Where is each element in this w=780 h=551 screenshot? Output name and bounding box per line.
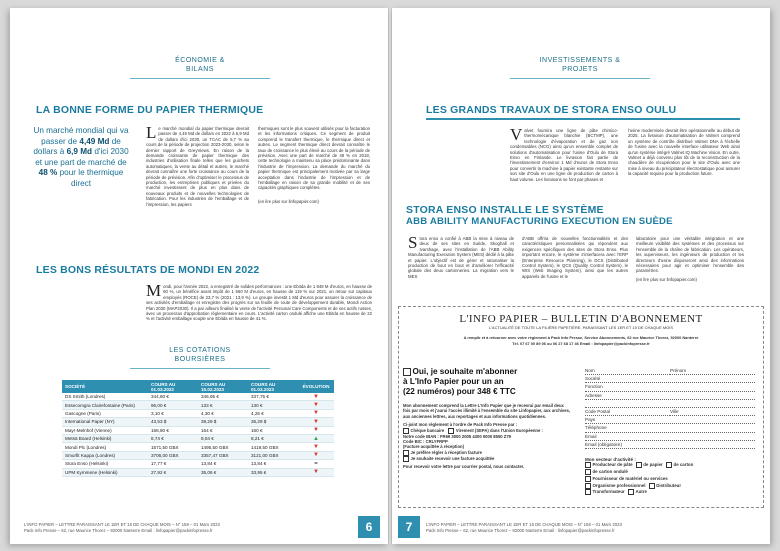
column-header: COURS AU 01.03.2022 [148, 380, 198, 393]
telephone-field[interactable]: Téléphone [585, 424, 755, 432]
stock-table [62, 380, 334, 477]
offer-line: Oui, je souhaite m'abonner [412, 367, 518, 376]
subscribe-checkbox[interactable] [403, 368, 411, 376]
price-cell: 1419,50 GBX [248, 443, 298, 451]
price-cell: 344,60 € [148, 393, 198, 401]
price-cell: 43,53 $ [148, 418, 198, 426]
company-cell: Essecomgra Clairefontaine (Paris) [62, 401, 148, 409]
title-line: ABB ABILITY MANUFACTURING EXECUTION EN SUÈDE [406, 216, 673, 227]
article-column [628, 128, 740, 177]
article-text: laboratoire pour une véritable intégration et une meilleure visibilité des systèmes et des processus sur l'ensemble de la chaîne de fabrication. Les opérateurs, les superviseurs, les ingénieurs de production et les directeurs d'usine disposeront ainsi des informations nécessaires pour agir et optimiser l'ensemble des paramètres. [636, 236, 744, 274]
article-column [510, 125, 618, 182]
footer-line: L'INFO PAPIER – LETTRE PARAISSANT LE 1ER ET 15 DE CHAQUE MOIS – N° 158 – 01 Mars 2023 [24, 522, 220, 527]
sector-checkbox[interactable] [585, 483, 591, 489]
sector-option: de carton [673, 462, 694, 468]
price-cell: 130 € [248, 401, 298, 409]
sector-option: Organisme professionnel [592, 482, 646, 488]
code-postal-field[interactable]: Code Postal [585, 408, 670, 416]
drop-cap: V [510, 125, 523, 144]
form-subtitle: L'ACTUALITÉ DE TOUTE LA FILIÈRE PAPETIÈRE, PARAISSANT LES 1ER ET 15 DE CHAQUE MOIS [488, 325, 674, 330]
iban: Notre code IBAN : FR69 3000 2005 4300 0000 8550 Z79 [403, 433, 512, 439]
payment-option-label: Virement (SEPA) dans l'Union Européenne : [455, 427, 543, 433]
ville-field[interactable]: Ville [670, 408, 755, 416]
trend-cell: ▼ [298, 451, 334, 459]
price-cell: 39,29 $ [198, 418, 248, 426]
email-required-field[interactable]: Email (obligatoire) [585, 441, 755, 449]
invoice-note: (Facture acquittée à réception) [403, 444, 464, 450]
column-header: COURS AU 01.03.2023 [248, 380, 298, 393]
company-cell: Metsä Board (Helsinki) [62, 434, 148, 442]
sector-checkbox[interactable] [585, 469, 591, 475]
sector-checkbox[interactable] [628, 489, 634, 495]
receive-invoice-checkbox[interactable] [403, 456, 409, 462]
price-cell: 3357,47 GBX [198, 451, 248, 459]
payment-option-label: Chèque bancaire [410, 427, 445, 433]
trend-cell: = [298, 460, 334, 468]
postal-row [585, 408, 755, 416]
form-title: L'INFO PAPIER – BULLETIN D'ABONNEMENT [459, 313, 703, 325]
divider [510, 78, 650, 79]
sector-option: Autre [635, 489, 647, 495]
sector-checkbox[interactable] [585, 476, 591, 482]
price-cell: 17,77 € [148, 460, 198, 468]
subscription-form [398, 306, 764, 508]
trend-cell: ▲ [298, 434, 334, 442]
company-cell: Gascogne (Paris) [62, 409, 148, 417]
article-column [522, 236, 628, 279]
article-text: tora enso a confié à ABB la mise à niveau de deux de ses sites en Suède, Skoghall et Ivarshage, avec l'installation de l'ABB Ability Manufacturing Execution System (MES) dédié à la pâte et papier. L'objectif est de gérer et rationaliser la production de bout en bout et d'améliorer l'efficacité globale des deux cartonneries. La migration vers le MES [408, 236, 514, 279]
price-cell: 13,84 € [198, 460, 248, 468]
sector-option: de papier [643, 462, 663, 468]
price-cell: 4,30 € [198, 409, 248, 417]
contact-fields [585, 367, 755, 496]
trend-cell: ▼ [298, 409, 334, 417]
table-header-row [62, 380, 334, 393]
table-row [62, 426, 334, 434]
price-cell: 96,00 € [148, 401, 198, 409]
price-cell: 13,84 € [248, 460, 298, 468]
page-6 [10, 8, 388, 544]
sector-checkbox[interactable] [649, 483, 655, 489]
price-cell: 8,74 € [148, 434, 198, 442]
price-cell: 164 € [198, 426, 248, 434]
trend-cell: ▼ [298, 418, 334, 426]
article-column [408, 233, 514, 279]
company-cell: UPM Kymmene (Helsinki) [62, 468, 148, 476]
adresse-field[interactable]: Adresse [585, 392, 755, 400]
table-row [62, 460, 334, 468]
offer-line: (22 numéros) pour 348 € TTC [403, 387, 516, 396]
price-cell: 337,75 € [248, 393, 298, 401]
sector-option: Transformateur [592, 489, 625, 495]
source-link[interactable]: (en lire plus sur linfopapier.com) [258, 198, 319, 204]
table-row [62, 434, 334, 442]
footer-line: L'INFO PAPIER – LETTRE PARAISSANT LE 1ER ET 15 DE CHAQUE MOIS – N° 158 – 01 Mars 2023 [426, 522, 622, 527]
sector-option: Distributeur [656, 482, 682, 488]
bic: Code BIC : CRLYFRPP [403, 439, 448, 445]
footer-line: Pack Info Presse – 62, rue Maurice Thorez – 92000 Nanterre Email : linfopapier@packinfopresse.fr [426, 528, 615, 533]
trend-cell: ▼ [298, 401, 334, 409]
article-title [406, 204, 673, 227]
trend-cell: ▼ [298, 468, 334, 476]
offer-conditions: Mon abonnement comprend la Lettre L'Info Papier que je recevrai par email deux fois par mois et j'aurai l'accès illimité à l'ensemble du site Linfopapier, aux archives, aux anciennes lettres, aux reportages et aux informations quotidiennes. [403, 403, 571, 419]
sector-option: de carton ondulé [592, 469, 628, 475]
price-cell: 8,21 € [248, 434, 298, 442]
page-footer [24, 522, 220, 534]
article-text: l'usine modernisée devrait être opérationnelle au début de 2025. La livraison d'automatisation de Valmet comprend un système de contrôle distribué Valmet DNA à l'échelle de l'usine avec la nouvelle interface utilisateur Web ainsi qu'un système intégré Valmet IQ Machine Vision. En outre, Valmet a déjà convenu plus tôt de la reconstruction de la chaudière de récupération pour le site d'Oulu avec une mise à niveau du précipitateur électrostatique pour assurer la capacité requise pour la production future. [628, 128, 740, 177]
sector-option: Producteur de pâte [592, 462, 633, 468]
price-cell: 133 € [198, 401, 248, 409]
fonction-field[interactable]: Fonction [585, 383, 755, 391]
divider [130, 78, 270, 79]
table-row [62, 393, 334, 401]
table-row [62, 468, 334, 476]
rubric-line: ÉCONOMIE & [175, 57, 225, 64]
article-text: e marché mondial du papier thermique devrait passer de 4,49 Md de dollars en 2022 à 6,9 Md de dollars d'ici 2030, un TCAC de 5,7 % au cours de la période de projection 2023-2030, selon le dernier rapport de GreyViews. En raison de la demande croissante de papier thermique des industries d'utilisation finale telles que les guichets automatiques, la vente au détail et autres, le marché devrait connaître une forte croissance au cours de la période de prévision. Afin d'optimiser le processus de production, les entreprises publiques et privées du marché investissent de plus en plus dans de nouveaux produits et de nouvelles technologies de fabrication. Pour les industries de l'emballage et de l'impression, les papiers [146, 126, 249, 207]
form-contact: Tél. 07 67 00 89 06 ou 06 27 68 17 46 Email : linfopapier@packinfopresse.fr [512, 340, 650, 346]
section-rubric [510, 56, 650, 74]
table-row [62, 401, 334, 409]
trend-cell: ▼ [298, 393, 334, 401]
sector-checkbox[interactable] [585, 462, 591, 468]
article-title: LES BONS RÉSULTATS DE MONDI EN 2022 [36, 264, 260, 276]
company-cell: International Paper (NY) [62, 418, 148, 426]
rubric-line: PROJETS [562, 66, 598, 73]
price-cell: 3121,00 GBX [248, 451, 298, 459]
rubric-line: BILANS [186, 66, 214, 73]
price-cell: 35,06 € [198, 468, 248, 476]
offer-text [403, 367, 571, 397]
company-cell: DS Smith (Londres) [62, 393, 148, 401]
closing-note: Pour recevoir votre lettre par courrier postal, nous contacter. [403, 463, 525, 469]
sector-options [585, 462, 755, 496]
rubric-line: INVESTISSEMENTS & [539, 57, 621, 64]
name-row [585, 367, 755, 375]
price-cell: 168,80 € [148, 426, 198, 434]
page-7 [392, 8, 770, 544]
section-rubric [130, 346, 270, 364]
company-cell: Mondi Plc (Londres) [62, 443, 148, 451]
page-number: 6 [358, 516, 380, 538]
nom-field[interactable]: Nom [585, 367, 670, 375]
footer-line: Pack Info Presse – 62, rue Maurice Thorez – 92000 Nanterre Email : linfopapier@packinfopresse.fr [24, 528, 213, 533]
price-cell: 1571,50 GBX [148, 443, 198, 451]
article-text: thermiques sont le plus souvent utilisés pour la facturation et les informations critiques. Ce segment de produit comprend le transfert thermique, le thermique direct et autres. Le segment thermique direct devrait connaître le taux de croissance le plus élevé au cours de la période de prévision. Avec une part de marché de 48 % en 2018, cette technologie a maintenu sa place prédominante dans l'industrie de l'impression. La demande du marché du papier thermique est principalement motivée par sa large acceptation dans l'industrie de l'impression et de l'emballage en raison de sa grande mobilité et de ses capacités graphiques complètes. [258, 126, 370, 191]
column-header: ÉVOLUTION [298, 380, 334, 393]
table-row [62, 443, 334, 451]
article-text: alvet fournira une ligne de pâte chimico-thermomécanique blanchie (BCTMP), une technologie d'évaporation et de gaz non condensables (NCG) ainsi qu'un ensemble complet de solutions d'automatisation pour l'usine d'Oulu de Stora Enso en Finlande. Le livrasion fait partie de l'investissement d'environ 1 Md d'euros de Stora Enso pour convertir la machine à papier existante restante sur son site d'Oulu en une ligne de production de carton à haut volume. Les livraisons se font par phases et [510, 128, 618, 182]
table-row [62, 418, 334, 426]
price-cell: 8,04 € [198, 434, 248, 442]
stock-table-wrapper [62, 380, 334, 477]
price-cell: 346,95 € [198, 393, 248, 401]
form-instructions: A remplir et à retourner avec votre règlement à Pack Info Presse, Service Abonnements, 62 rue Maurice Thorez, 92000 Nanterre [463, 335, 699, 341]
price-cell: 4,26 € [248, 409, 298, 417]
pays-field[interactable]: Pays [585, 416, 755, 424]
price-cell: 36,29 $ [248, 418, 298, 426]
price-cell: 1495,50 GBX [198, 443, 248, 451]
sector-checkbox[interactable] [585, 489, 591, 495]
cheque-checkbox[interactable] [403, 428, 409, 434]
price-cell: 3706,00 GBX [148, 451, 198, 459]
sector-checkbox[interactable] [666, 462, 672, 468]
article-column [146, 281, 372, 322]
table-row [62, 451, 334, 459]
offer-line: à L'Info Papier pour un an [403, 377, 504, 386]
column-header: COURS AU 15.02.2023 [198, 380, 248, 393]
payment-label: Ci-joint mon règlement à l'ordre de Pack Info Presse par : [403, 422, 518, 428]
sector-checkbox[interactable] [636, 462, 642, 468]
article-text: d'ABB offrira de nouvelles fonctionnalités et des caractéristiques personnalisées qui répondent aux exigences spécifiques des sites de Stora Enso. Plus important encore, le système s'interfacera avec l'ERP (Enterprise Resource Planning), le DCS (Distributed Control System), le QCS (Quality Control System), le WIS (Web Imaging System), ainsi que les autres appareils de l'usine et le [522, 236, 628, 279]
company-cell: Mayr-Melnhof (Vienne) [62, 426, 148, 434]
article-text: ondi, pour l'année 2022, a enregistré de solides performances : une Ebitda de 1 848 M d'euros, en hausse de 60 %, un bénéfice avant impôt de 1 560 M d'euros, en hausse de 119 % sur 2021, un retour sur capitaux employés (ROCE) de 23,7 % (2021 : 13,9 %). Le groupe investit 1 Md d'euros pour assurer la croissance de ses activités d'emballage et enregistre des progrès sur sa feuille de route de développement durable, Mondi Action Plan 2030 (MAP2030). Il a par ailleurs finalisé la vente de l'activité Personal Care Components et de ses actifs russes, avec un processus d'approbation réglementaire en cours. L'activité carton ondulé affiche une Ebitda en hausse de 22 % et l'activité emballage souple une Ebitda en hausse de 41 %. [146, 284, 372, 322]
price-cell: 27,92 € [148, 468, 198, 476]
rubric-line: LES COTATIONS [169, 347, 231, 354]
company-cell: Smurfit Kappa (Londres) [62, 451, 148, 459]
article-title: LES GRANDS TRAVAUX DE STORA ENSO OULU [426, 104, 677, 116]
offer-block [403, 367, 571, 469]
article-lead: Un marché mondial qui va passer de 4,49 Md de dollars à 6,9 Md d'ici 2030 et une part de marché de 48 % pour le thermique direct [33, 126, 129, 188]
adresse-field-2[interactable] [585, 400, 755, 408]
column-header: SOCIÉTÉ [62, 380, 148, 393]
email-field[interactable]: Email [585, 433, 755, 441]
sector-option: Fournisseur de matériel ou services [592, 475, 668, 481]
price-cell: 33,95 € [248, 468, 298, 476]
table-row [62, 409, 334, 417]
price-cell: 160 € [248, 426, 298, 434]
drop-cap: S [408, 233, 418, 252]
option-label: Je souhaite recevoir une facture acquittée [410, 455, 495, 461]
source-link[interactable]: (en lire plus sur linfopapier.com) [636, 276, 697, 282]
title-underline [426, 118, 740, 120]
rubric-line: BOURSIÈRES [174, 356, 226, 363]
page-footer [426, 522, 622, 534]
drop-cap: M [146, 281, 162, 300]
prenom-field[interactable]: Prénom [670, 367, 755, 375]
article-title: LA BONNE FORME DU PAPIER THERMIQUE [36, 104, 264, 116]
transfer-checkbox[interactable] [448, 428, 454, 434]
company-cell: Stora Enso (Helsinki) [62, 460, 148, 468]
divider [130, 368, 270, 369]
article-column [146, 123, 249, 246]
sector-label: Mon secteur d'activité : [585, 456, 636, 462]
trend-cell: ▼ [298, 426, 334, 434]
article-column [636, 236, 744, 282]
option-label: Je préfère régler à réception facture [410, 449, 482, 455]
societe-field[interactable]: Société [585, 375, 755, 383]
title-line: STORA ENSO INSTALLE LE SYSTÈME [406, 204, 604, 216]
section-rubric [130, 56, 270, 74]
article-column [258, 126, 370, 204]
trend-cell: ▼ [298, 443, 334, 451]
drop-cap: L [146, 123, 157, 142]
page-number: 7 [398, 516, 420, 538]
price-cell: 3,10 € [148, 409, 198, 417]
